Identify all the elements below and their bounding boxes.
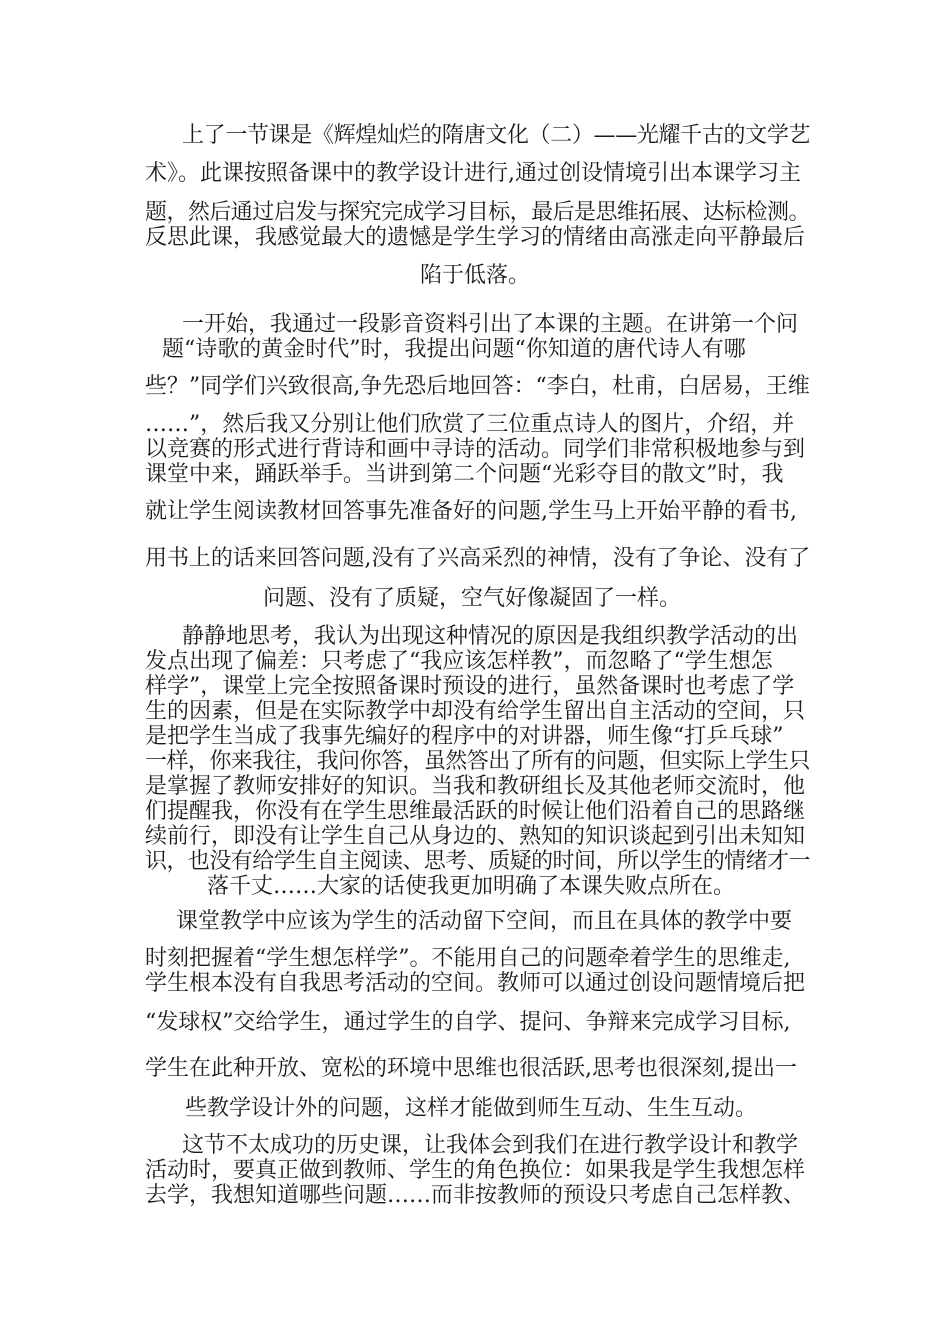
paragraph-4-line-5: 学生在此种开放、宽松的环境中思维也很活跃,思考也很深刻,提出一 [145, 1056, 797, 1081]
paragraph-3-line-10: 识，也没有给学生自主阅读、思考、质疑的时间，所以学生的情绪才一 [145, 849, 810, 874]
paragraph-1-line-3: 题，然后通过启发与探究完成学习目标，最后是思维拓展、达标检测。 [145, 200, 810, 225]
paragraph-3-line-6: 一样，你来我往，我问你答，虽然答出了所有的问题，但实际上学生只 [145, 749, 810, 774]
paragraph-3-line-7: 是掌握了教师安排好的知识。当我和教研组长及其他老师交流时，他 [145, 774, 806, 799]
paragraph-4-line-1: 课堂教学中应该为学生的活动留下空间，而且在具体的教学中要 [176, 909, 793, 934]
paragraph-2-line-5: 以竞赛的形式进行背诗和画中寻诗的活动。同学们非常积极地参与到 [145, 437, 806, 462]
paragraph-3-line-11: 落千丈……大家的话使我更加明确了本课失败点所在。 [207, 874, 736, 899]
paragraph-5-line-2: 活动时，要真正做到教师、学生的角色换位：如果我是学生我想怎样 [145, 1158, 806, 1183]
paragraph-3-line-2: 发点出现了偏差：只考虑了“我应该怎样教”，而忽略了“学生想怎 [145, 649, 773, 674]
paragraph-4-line-6: 些教学设计外的问题，这样才能做到师生互动、生生互动。 [185, 1096, 758, 1121]
paragraph-3-line-4: 生的因素，但是在实际教学中却没有给学生留出自主活动的空间，只 [145, 699, 806, 724]
paragraph-5-line-1: 这节不太成功的历史课，让我体会到我们在进行教学设计和教学 [182, 1133, 799, 1158]
paragraph-1-line-2: 术》。此课按照备课中的教学设计进行,通过创设情境引出本课学习主 [145, 161, 801, 186]
paragraph-1-line-4: 反思此课，我感觉最大的遗憾是学生学习的情绪由高涨走向平静最后 [145, 225, 806, 250]
paragraph-3-line-9: 续前行，即没有让学生自己从身边的、熟知的知识谈起到引出未知知 [145, 824, 806, 849]
paragraph-4-line-4: “发球权”交给学生，通过学生的自学、提问、争辩来完成学习目标, [145, 1010, 791, 1035]
paragraph-2-line-1: 一开始，我通过一段影音资料引出了本课的主题。在讲第一个问 [182, 312, 799, 337]
paragraph-2-line-2: 题“诗歌的黄金时代”时，我提出问题“你知道的唐代诗人有哪 [162, 337, 746, 362]
paragraph-2-line-3: 些？”同学们兴致很高,争先恐后地回答：“李白，杜甫，白居易，王维 [145, 374, 810, 399]
paragraph-2-line-4: ……”，然后我又分别让他们欣赏了三位重点诗人的图片，介绍，并 [145, 412, 795, 437]
paragraph-2-line-7: 就让学生阅读教材回答事先准备好的问题,学生马上开始平静的看书, [145, 499, 797, 524]
paragraph-1-line-1: 上了一节课是《辉煌灿烂的隋唐文化（二）——光耀千古的文学艺 [182, 123, 811, 148]
paragraph-3-line-3: 样学”，课堂上完全按照备课时预设的进行，虽然备课时也考虑了学 [145, 674, 795, 699]
paragraph-3-line-8: 们提醒我，你没有在学生思维最活跃的时候让他们沿着自己的思路继 [145, 799, 806, 824]
paragraph-4-line-2: 时刻把握着“学生想怎样学”。不能用自己的问题牵着学生的思维走, [145, 946, 791, 971]
paragraph-4-line-3: 学生根本没有自我思考活动的空间。教师可以通过创设问题情境后把 [145, 971, 806, 996]
paragraph-2-line-8: 用书上的话来回答问题,没有了兴高采烈的神情，没有了争论、没有了 [145, 546, 811, 571]
paragraph-1-line-5: 陷于低落。 [420, 263, 531, 288]
paragraph-2-line-6: 课堂中来，踊跃举手。当讲到第二个问题“光彩夺目的散文”时，我 [145, 462, 784, 487]
paragraph-3-line-1: 静静地思考，我认为出现这种情况的原因是我组织教学活动的出 [182, 624, 799, 649]
paragraph-3-line-5: 是把学生当成了我事先编好的程序中的对讲器，师生像“打乒乓球” [145, 724, 784, 749]
paragraph-2-line-9: 问题、没有了质疑，空气好像凝固了一样。 [263, 586, 682, 611]
paragraph-5-line-3: 去学，我想知道哪些问题……而非按教师的预设只考虑自己怎样教、 [145, 1183, 806, 1208]
